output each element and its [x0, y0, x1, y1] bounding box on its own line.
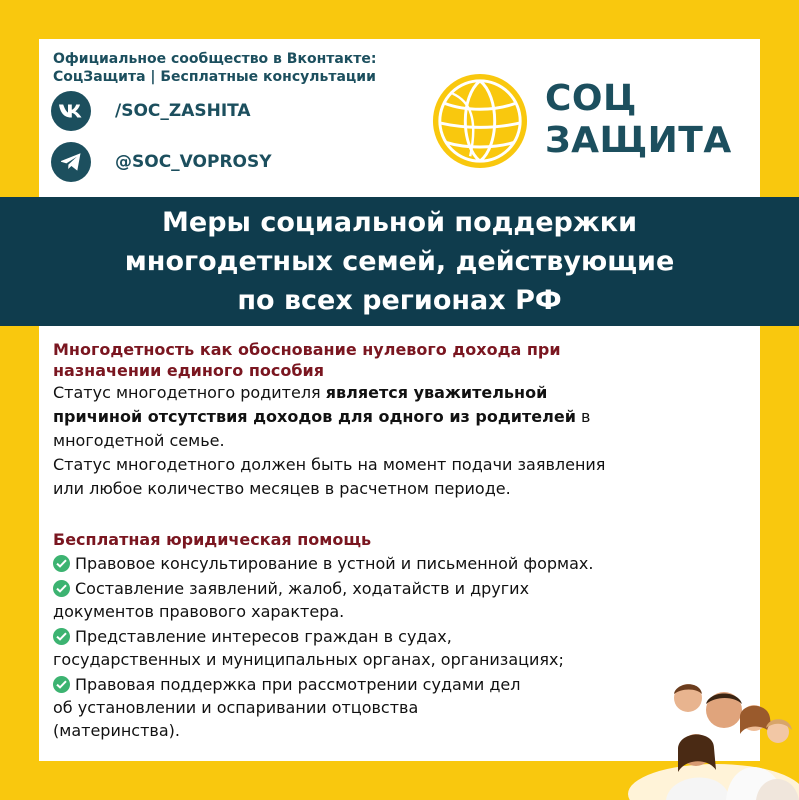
list-item: Правовое консультирование в устной и письменной формах. [53, 553, 593, 574]
list-item: Составление заявлений, жалоб, ходатайств и других [53, 578, 529, 599]
check-circle-icon [53, 628, 70, 645]
community-caption: Официальное сообщество в Вконтакте: [53, 51, 377, 67]
section1-paragraph2-line2: или любое количество месяцев в расчетном периоде. [53, 479, 511, 498]
list-item-continuation: (материнства). [53, 721, 180, 740]
brand-name-line1: СОЦ [545, 78, 637, 119]
list-item-continuation: государственных и муниципальных органах, организациях; [53, 650, 564, 669]
section1-heading-line1: Многодетность как обоснование нулевого дохода при [53, 340, 561, 359]
section1-paragraph2-line1: Статус многодетного должен быть на момент подачи заявления [53, 455, 606, 474]
family-photo [626, 676, 799, 800]
list-item-continuation: документов правового характера. [53, 602, 345, 621]
telegram-handle: @SOC_VOPROSY [115, 152, 272, 172]
title-band [0, 197, 799, 326]
section1-paragraph-line3: многодетной семье. [53, 431, 225, 450]
community-name: СоцЗащита | Бесплатные консультации [53, 69, 376, 85]
section2-heading: Бесплатная юридическая помощь [53, 530, 372, 549]
section1-paragraph-line2: причиной отсутствия доходов для одного из родителей в [53, 407, 591, 426]
section1-paragraph-line1: Статус многодетного родителя является уважительной [53, 383, 548, 402]
page-title-line2: многодетных семей, действующие [124, 246, 675, 277]
page-title-line3: по всех регионах РФ [237, 285, 562, 316]
telegram-icon [51, 142, 91, 182]
list-item: Представление интересов граждан в судах, [53, 626, 452, 647]
brand-name-line2: ЗАЩИТА [545, 120, 732, 161]
page-title-line1: Меры социальной поддержки [162, 207, 637, 238]
check-circle-icon [53, 555, 70, 572]
globe-logo-icon [431, 72, 529, 170]
check-circle-icon [53, 676, 70, 693]
list-item-continuation: об установлении и оспаривании отцовства [53, 698, 419, 717]
vk-logo-icon [51, 91, 91, 131]
header-card [39, 39, 760, 197]
list-item: Правовая поддержка при рассмотрении судами дел [53, 674, 521, 695]
vk-link[interactable] [51, 91, 251, 131]
telegram-link[interactable] [51, 142, 272, 182]
section1-heading-line2: назначении единого пособия [53, 361, 325, 380]
vk-handle: /SOC_ZASHITA [115, 101, 251, 121]
check-circle-icon [53, 580, 70, 597]
